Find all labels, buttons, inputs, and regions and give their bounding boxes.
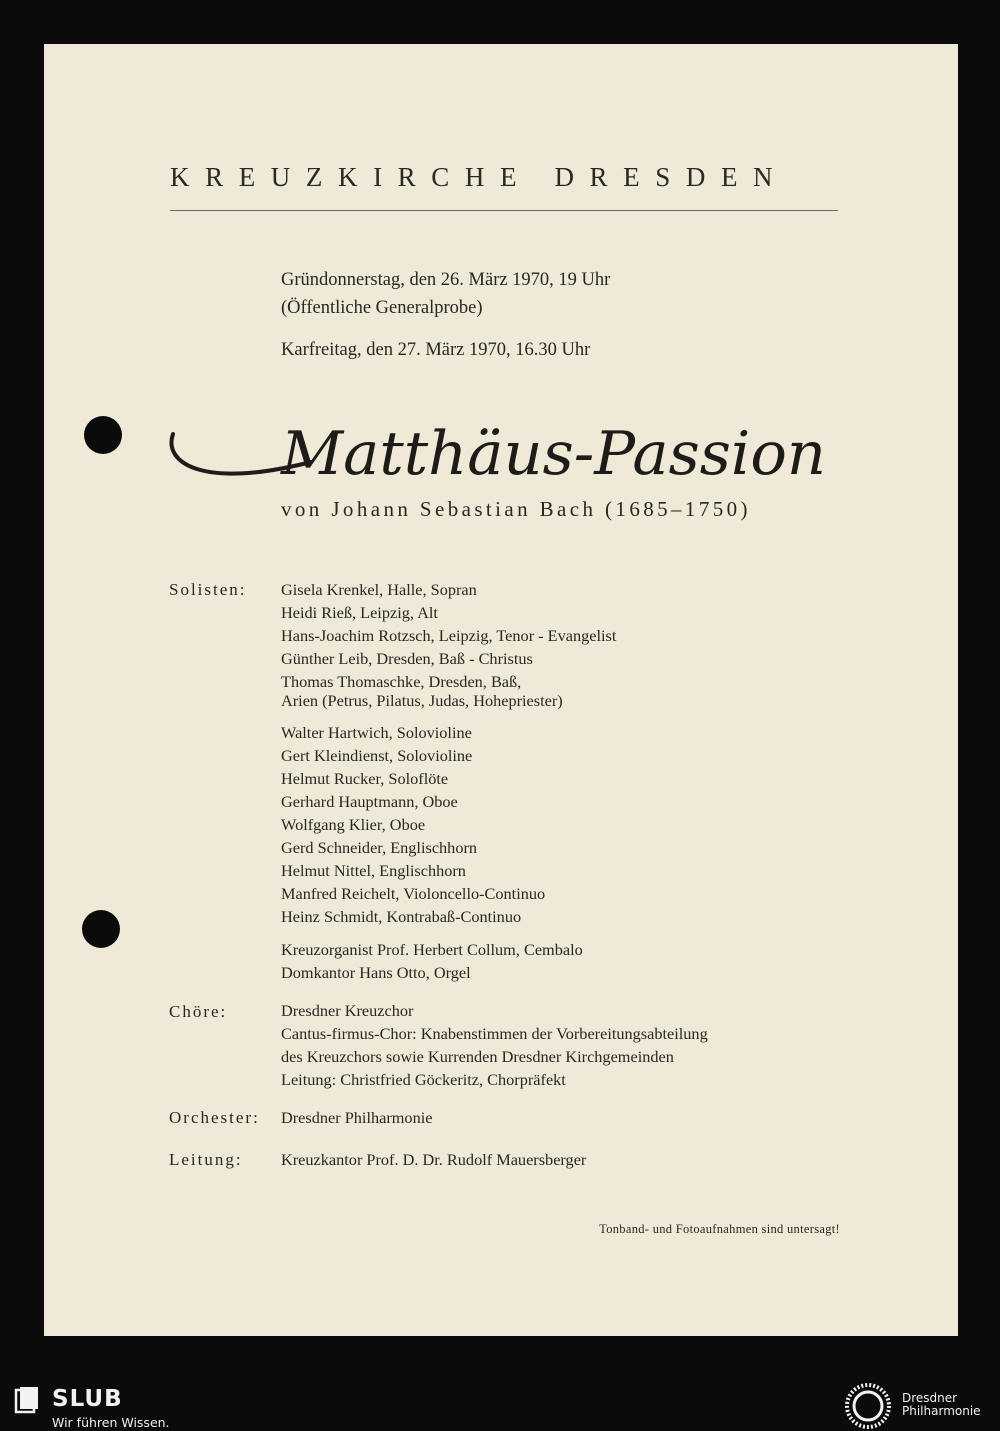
date-line: Karfreitag, den 27. März 1970, 16.30 Uhr	[281, 340, 591, 360]
list-item: Thomas Thomaschke, Dresden, Baß,	[281, 672, 522, 691]
recording-notice: Tonband- und Fotoaufnahmen sind untersagt!	[599, 1222, 840, 1236]
heading-rule	[170, 210, 838, 211]
philharmonie-name: Dresdner	[902, 1391, 958, 1405]
list-item: Gert Kleindienst, Solovioline	[281, 746, 473, 765]
list-item: Cantus-firmus-Chor: Knabenstimmen der Vorbereitungsabteilung	[281, 1024, 708, 1043]
list-item: Dresdner Philharmonie	[281, 1108, 433, 1127]
venue-heading: KREUZKIRCHE DRESDEN	[170, 162, 789, 192]
list-item: Gisela Krenkel, Halle, Sopran	[281, 580, 477, 599]
list-item: Hans-Joachim Rotzsch, Leipzig, Tenor - Evangelist	[281, 626, 617, 645]
list-item: Kreuzkantor Prof. D. Dr. Rudolf Mauersberger	[281, 1150, 587, 1169]
list-item: Heidi Rieß, Leipzig, Alt	[281, 603, 438, 622]
book-icon	[14, 1386, 40, 1414]
list-item: Domkantor Hans Otto, Orgel	[281, 963, 471, 982]
punch-hole	[82, 910, 120, 948]
list-item: Helmut Rucker, Soloflöte	[281, 769, 449, 788]
list-item: Manfred Reichelt, Violoncello-Continuo	[281, 884, 546, 903]
list-item: Helmut Nittel, Englischhorn	[281, 861, 466, 880]
date-line: (Öffentliche Generalprobe)	[281, 298, 483, 318]
slub-tagline: Wir führen Wissen.	[52, 1415, 170, 1430]
list-item: des Kreuzchors sowie Kurrenden Dresdner Kirchgemeinden	[281, 1047, 674, 1066]
punch-hole	[84, 416, 122, 454]
section-label: Chöre:	[169, 1002, 228, 1021]
section-label: Leitung:	[169, 1150, 243, 1169]
list-item: Walter Hartwich, Solovioline	[281, 723, 472, 742]
sunburst-logo-icon	[842, 1382, 894, 1430]
philharmonie-name: Philharmonie	[902, 1404, 981, 1418]
list-item: Kreuzorganist Prof. Herbert Collum, Cembalo	[281, 940, 583, 959]
slub-name: SLUB	[52, 1386, 123, 1412]
list-item: Leitung: Christfried Göckeritz, Chorpräfekt	[281, 1070, 566, 1089]
list-item: Dresdner Kreuzchor	[281, 1001, 414, 1020]
program-sheet	[44, 44, 958, 1336]
list-item: Heinz Schmidt, Kontrabaß-Continuo	[281, 907, 522, 926]
work-title-text: Matthäus-Passion	[279, 419, 826, 489]
list-item: Gerhard Hauptmann, Oboe	[281, 792, 458, 811]
section-label: Solisten:	[169, 580, 247, 599]
work-subtitle: von Johann Sebastian Bach (1685–1750)	[281, 497, 751, 521]
work-title	[161, 402, 841, 492]
list-item: Arien (Petrus, Pilatus, Judas, Hohepriester)	[281, 691, 563, 710]
section-label: Orchester:	[169, 1108, 260, 1127]
philharmonie-logo	[902, 1392, 981, 1418]
date-line: Gründonnerstag, den 26. März 1970, 19 Uhr	[281, 270, 611, 290]
list-item: Wolfgang Klier, Oboe	[281, 815, 426, 834]
list-item: Gerd Schneider, Englischhorn	[281, 838, 478, 857]
list-item: Günther Leib, Dresden, Baß - Christus	[281, 649, 533, 668]
